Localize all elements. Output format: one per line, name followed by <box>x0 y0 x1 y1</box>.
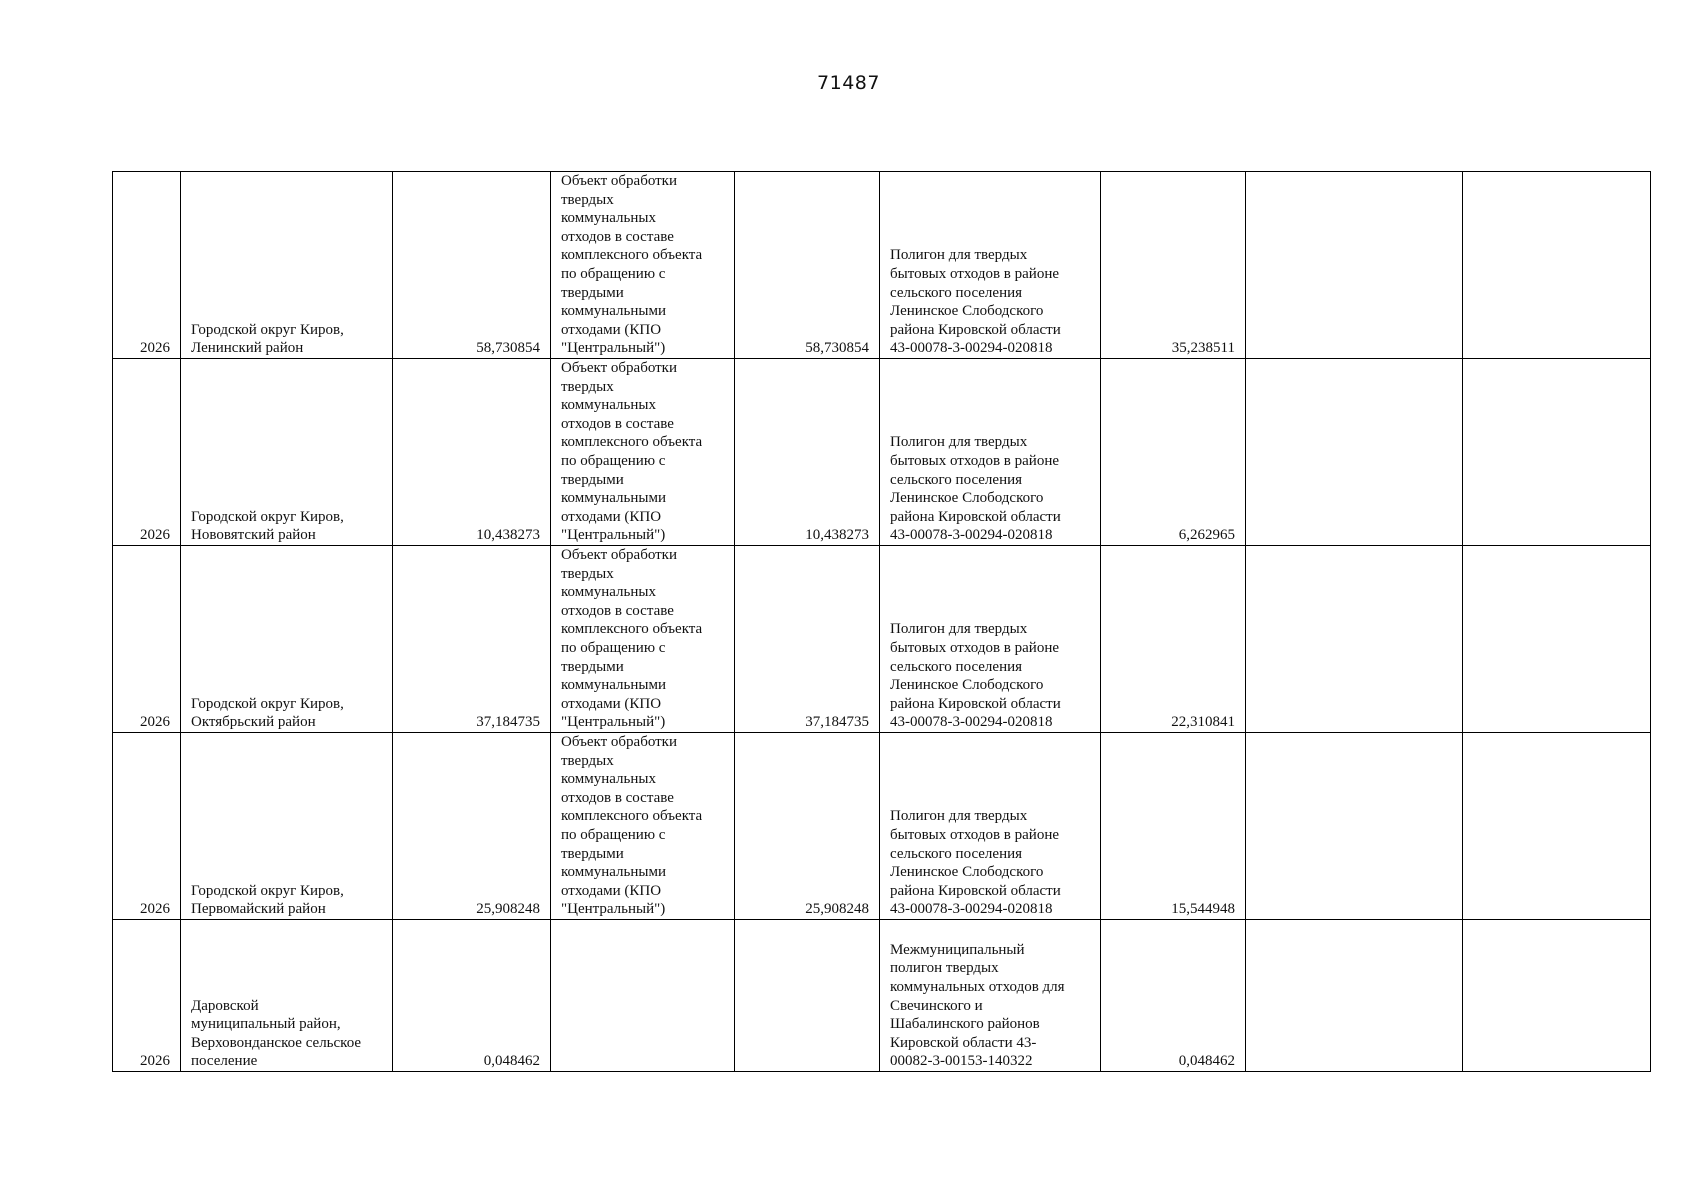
disposal-object-cell: Полигон для твердых бытовых отходов в районе сельского поселения Ленинское Слободского района Кировской области 43-00078-3-00294-020818 <box>880 172 1101 359</box>
empty-cell <box>1463 359 1651 546</box>
page-number: 71487 <box>817 72 880 94</box>
empty-cell <box>1463 172 1651 359</box>
mass-disposal-cell: 35,238511 <box>1101 172 1246 359</box>
mass-disposal-cell: 22,310841 <box>1101 546 1246 733</box>
territory-cell: Городской округ Киров, Ленинский район <box>181 172 393 359</box>
mass-total-cell: 25,908248 <box>393 733 551 920</box>
empty-cell <box>1463 546 1651 733</box>
table-row <box>113 359 1651 546</box>
year-cell: 2026 <box>113 172 181 359</box>
processing-object-cell: Объект обработки твердых коммунальных отходов в составе комплексного объекта по обращению с твердыми коммунальными отходами (КПО "Центральный") <box>551 733 735 920</box>
year-cell: 2026 <box>113 359 181 546</box>
table-row <box>113 172 1651 359</box>
table-row <box>113 546 1651 733</box>
mass-disposal-cell: 0,048462 <box>1101 920 1246 1072</box>
disposal-object-cell: Полигон для твердых бытовых отходов в районе сельского поселения Ленинское Слободского района Кировской области 43-00078-3-00294-020818 <box>880 546 1101 733</box>
year-cell: 2026 <box>113 733 181 920</box>
processing-object-cell <box>551 920 735 1072</box>
mass-total-cell: 37,184735 <box>393 546 551 733</box>
mass-processing-cell: 58,730854 <box>735 172 880 359</box>
territory-cell: Городской округ Киров, Первомайский район <box>181 733 393 920</box>
waste-flow-table <box>112 171 1651 1072</box>
empty-cell <box>1246 359 1463 546</box>
empty-cell <box>1246 733 1463 920</box>
table-row <box>113 920 1651 1072</box>
mass-total-cell: 10,438273 <box>393 359 551 546</box>
mass-processing-cell: 10,438273 <box>735 359 880 546</box>
mass-disposal-cell: 15,544948 <box>1101 733 1246 920</box>
mass-processing-cell: 25,908248 <box>735 733 880 920</box>
territory-cell: Даровской муниципальный район, Верховонданское сельское поселение <box>181 920 393 1072</box>
mass-total-cell: 0,048462 <box>393 920 551 1072</box>
disposal-object-cell: Межмуниципальный полигон твердых коммунальных отходов для Свечинского и Шабалинского районов Кировской области 43- 00082-3-00153-140322 <box>880 920 1101 1072</box>
empty-cell <box>1246 920 1463 1072</box>
empty-cell <box>1463 733 1651 920</box>
territory-cell: Городской округ Киров, Октябрьский район <box>181 546 393 733</box>
territory-cell: Городской округ Киров, Нововятский район <box>181 359 393 546</box>
mass-processing-cell: 37,184735 <box>735 546 880 733</box>
disposal-object-cell: Полигон для твердых бытовых отходов в районе сельского поселения Ленинское Слободского района Кировской области 43-00078-3-00294-020818 <box>880 733 1101 920</box>
empty-cell <box>1246 172 1463 359</box>
mass-disposal-cell: 6,262965 <box>1101 359 1246 546</box>
empty-cell <box>1463 920 1651 1072</box>
year-cell: 2026 <box>113 546 181 733</box>
processing-object-cell: Объект обработки твердых коммунальных отходов в составе комплексного объекта по обращению с твердыми коммунальными отходами (КПО "Центральный") <box>551 546 735 733</box>
mass-total-cell: 58,730854 <box>393 172 551 359</box>
disposal-object-cell: Полигон для твердых бытовых отходов в районе сельского поселения Ленинское Слободского района Кировской области 43-00078-3-00294-020818 <box>880 359 1101 546</box>
empty-cell <box>1246 546 1463 733</box>
table-row <box>113 733 1651 920</box>
mass-processing-cell <box>735 920 880 1072</box>
processing-object-cell: Объект обработки твердых коммунальных отходов в составе комплексного объекта по обращению с твердыми коммунальными отходами (КПО "Центральный") <box>551 359 735 546</box>
processing-object-cell: Объект обработки твердых коммунальных отходов в составе комплексного объекта по обращению с твердыми коммунальными отходами (КПО "Центральный") <box>551 172 735 359</box>
year-cell: 2026 <box>113 920 181 1072</box>
